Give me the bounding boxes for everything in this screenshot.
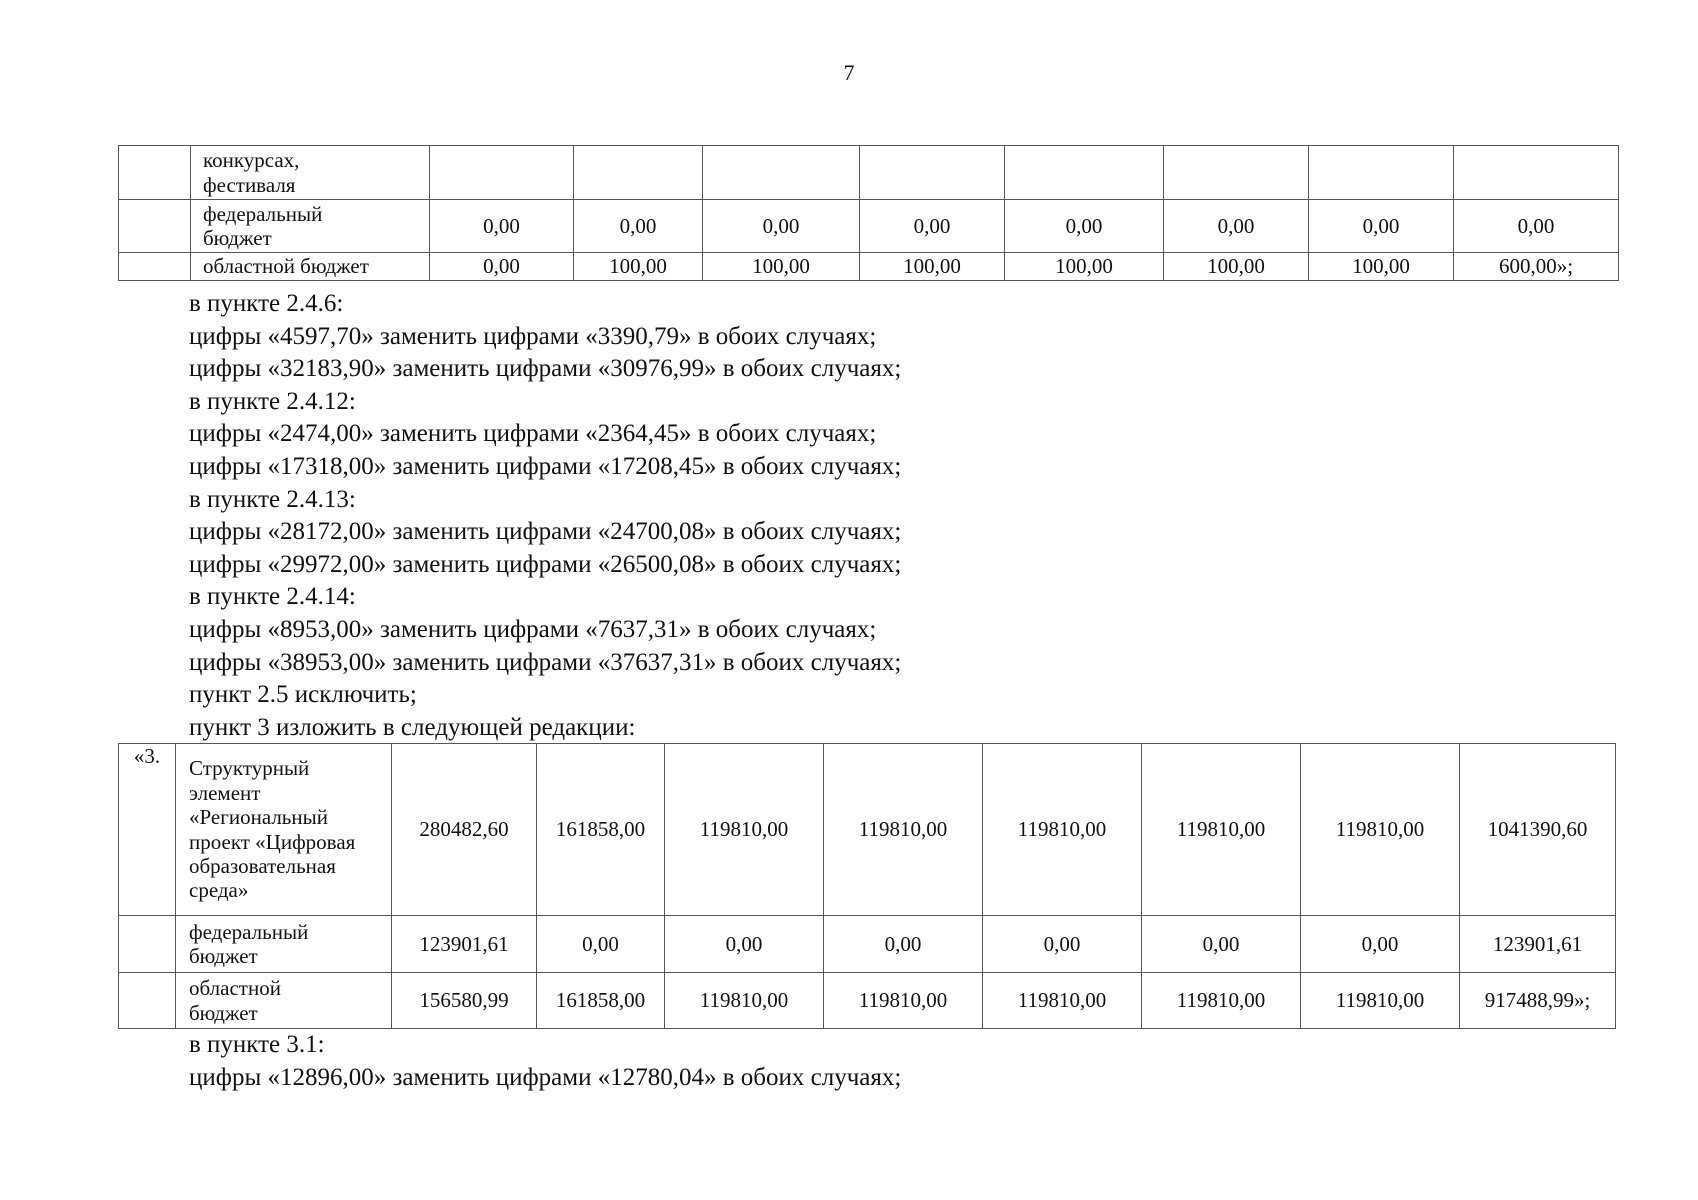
row-label-line: бюджет (189, 944, 258, 968)
value-cell (1005, 146, 1164, 200)
value-cell: 917488,99»; (1460, 973, 1616, 1029)
value-cell: 100,00 (860, 253, 1005, 281)
value-cell: 100,00 (703, 253, 860, 281)
row-label-line: элемент (189, 780, 261, 805)
value-cell: 0,00 (1005, 200, 1164, 253)
value-cell: 0,00 (1301, 916, 1460, 973)
value-cell: 119810,00 (1142, 973, 1301, 1029)
value-cell: 156580,99 (392, 973, 537, 1029)
row-number-cell (119, 200, 191, 253)
row-label-line: фестиваля (203, 172, 296, 197)
table-row (119, 146, 1619, 200)
row-label-cell (191, 253, 430, 281)
row-label-line: бюджет (189, 1000, 258, 1025)
value-cell: 0,00 (1142, 916, 1301, 973)
value-cell: 0,00 (703, 200, 860, 253)
row-number-cell (119, 916, 176, 973)
value-cell: 119810,00 (824, 744, 983, 916)
value-cell: 100,00 (574, 253, 703, 281)
row-label-cell (191, 200, 430, 253)
table-row (119, 916, 1616, 973)
row-label-cell (176, 916, 392, 973)
value-cell: 119810,00 (1301, 744, 1460, 916)
value-cell: 100,00 (1005, 253, 1164, 281)
value-cell: 0,00 (1309, 200, 1454, 253)
value-cell (574, 146, 703, 200)
text-line: цифры «8953,00» заменить цифрами «7637,31» в обоих случаях; (189, 616, 877, 643)
table-row (119, 744, 1616, 916)
value-cell: 100,00 (1164, 253, 1309, 281)
row-label-line: областной (189, 976, 281, 1001)
value-cell: 119810,00 (665, 744, 824, 916)
value-cell (1309, 146, 1454, 200)
budget-table-continued (118, 145, 1619, 281)
table-row (119, 200, 1619, 253)
text-line: цифры «2474,00» заменить цифрами «2364,45» в обоих случаях; (189, 420, 877, 448)
value-cell (430, 146, 574, 200)
row-label-line: образовательная (189, 853, 336, 878)
text-line: в пункте 3.1: (189, 1031, 325, 1058)
value-cell: 100,00 (1309, 253, 1454, 281)
value-cell: 600,00»; (1454, 253, 1619, 281)
row-label-line: бюджет (203, 226, 272, 250)
row-number-cell (119, 146, 191, 200)
text-line: цифры «38953,00» заменить цифрами «37637,31» в обоих случаях; (189, 648, 902, 676)
value-cell: 0,00 (430, 200, 574, 253)
value-cell: 0,00 (983, 916, 1142, 973)
row-label-cell (191, 146, 430, 200)
row-number-cell (119, 253, 191, 281)
value-cell: 280482,60 (392, 744, 537, 916)
value-cell: 161858,00 (537, 744, 665, 916)
value-cell: 0,00 (824, 916, 983, 973)
row-number-cell: «3. (119, 744, 176, 916)
row-label-line: «Региональный (189, 805, 328, 830)
row-number-cell (119, 973, 176, 1029)
page-number: 7 (843, 60, 855, 85)
text-line: цифры «29972,00» заменить цифрами «26500,08» в обоих случаях; (189, 550, 902, 578)
text-line: в пункте 2.4.12: (189, 387, 356, 415)
text-line: цифры «17318,00» заменить цифрами «17208,45» в обоих случаях; (189, 453, 902, 480)
value-cell (860, 146, 1005, 200)
text-line: цифры «32183,90» заменить цифрами «30976,99» в обоих случаях; (189, 355, 902, 383)
table-row (119, 973, 1616, 1029)
row-label-cell (176, 973, 392, 1029)
value-cell: 0,00 (1164, 200, 1309, 253)
row-label-line: федеральный (189, 919, 309, 944)
row-label-line: областной бюджет (203, 254, 369, 279)
value-cell (1164, 146, 1309, 200)
value-cell: 119810,00 (983, 973, 1142, 1029)
value-cell (1454, 146, 1619, 200)
value-cell: 0,00 (537, 916, 665, 973)
value-cell: 119810,00 (1301, 973, 1460, 1029)
row-label-line: федеральный (203, 201, 323, 226)
text-line: в пункте 2.4.14: (189, 583, 356, 611)
value-cell: 0,00 (665, 916, 824, 973)
text-line: цифры «28172,00» заменить цифрами «24700,08» в обоих случаях; (189, 518, 902, 546)
value-cell (703, 146, 860, 200)
budget-table-section-3 (118, 743, 1616, 1029)
value-cell: 1041390,60 (1460, 744, 1616, 916)
row-label-line: Структурный (189, 756, 310, 781)
value-cell: 0,00 (1454, 200, 1619, 253)
value-cell: 119810,00 (824, 973, 983, 1029)
text-line: цифры «12896,00» заменить цифрами «12780,04» в обоих случаях; (189, 1063, 902, 1091)
text-line: пункт 2.5 исключить; (189, 681, 417, 709)
value-cell: 119810,00 (1142, 744, 1301, 916)
text-line: пункт 3 изложить в следующей редакции: (189, 713, 636, 741)
value-cell: 0,00 (430, 253, 574, 281)
value-cell: 161858,00 (537, 973, 665, 1029)
value-cell: 0,00 (574, 200, 703, 253)
value-cell: 119810,00 (665, 973, 824, 1029)
value-cell: 0,00 (860, 200, 1005, 253)
row-label-cell (176, 744, 392, 916)
text-line: в пункте 2.4.13: (189, 485, 356, 513)
row-label-line: конкурсах, (203, 148, 300, 173)
text-line: цифры «4597,70» заменить цифрами «3390,79» в обоих случаях; (189, 322, 877, 350)
value-cell: 119810,00 (983, 744, 1142, 916)
text-line: в пункте 2.4.6: (189, 290, 344, 317)
value-cell: 123901,61 (392, 916, 537, 973)
row-label-line: проект «Цифровая (189, 829, 356, 854)
value-cell: 123901,61 (1460, 916, 1616, 973)
table-row (119, 253, 1619, 281)
row-label-line: среда» (189, 878, 249, 903)
